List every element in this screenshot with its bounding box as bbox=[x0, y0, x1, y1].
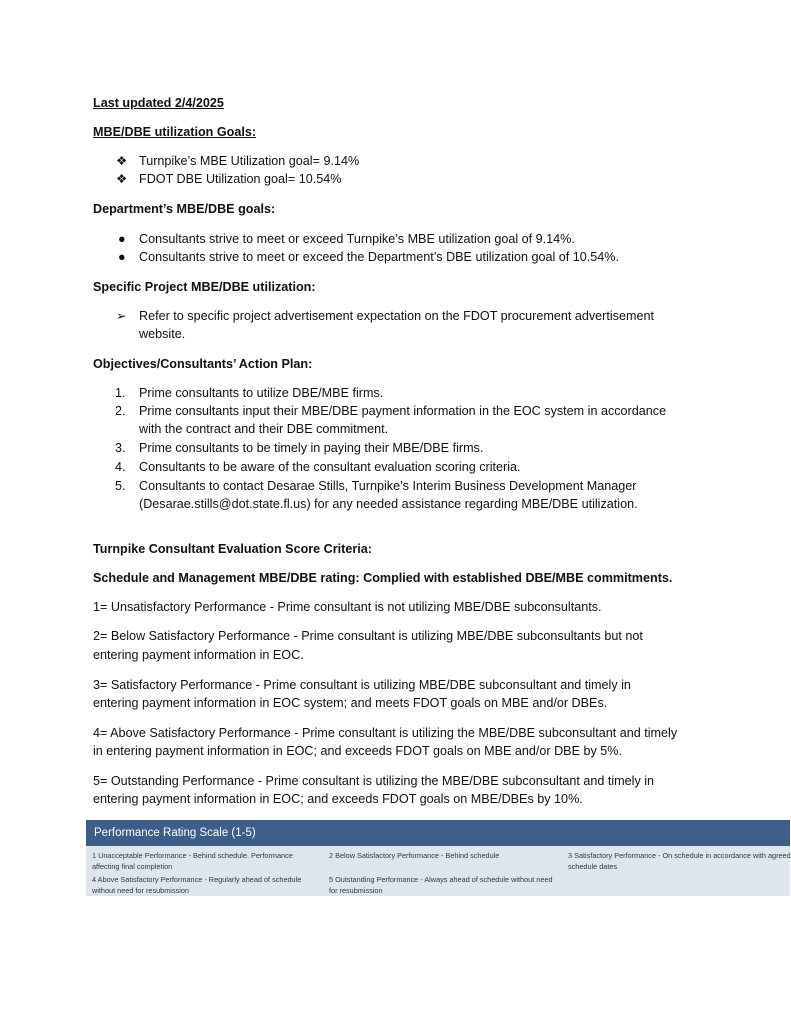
specific-project-text: Refer to specific project advertisement expectation on the FDOT procurement advertisement bbox=[139, 309, 654, 323]
rating-cell-4: without need for resubmission bbox=[92, 886, 189, 895]
last-updated: Last updated 2/4/2025 bbox=[93, 96, 224, 110]
criteria-line: 3= Satisfactory Performance - Prime consultant is utilizing MBE/DBE subconsultant and timely in bbox=[93, 678, 631, 692]
evaluation-heading: Turnpike Consultant Evaluation Score Criteria: bbox=[93, 542, 372, 556]
rating-cell-5: for resubmission bbox=[329, 886, 383, 895]
criteria-line: 2= Below Satisfactory Performance - Prime consultant is utilizing MBE/DBE subconsultants but not bbox=[93, 629, 643, 643]
criteria-line: 5= Outstanding Performance - Prime consultant is utilizing the MBE/DBE subconsultant and timely in bbox=[93, 774, 655, 788]
criteria-line: entering payment information in EOC system; and meets FDOT goals on MBE and/or DBEs. bbox=[93, 696, 608, 710]
criteria-line: entering payment information in EOC. bbox=[93, 648, 304, 662]
objective-number: 5. bbox=[115, 479, 126, 493]
rating-scale-banner bbox=[86, 820, 790, 846]
objective-text: Prime consultants to be timely in paying their MBE/DBE firms. bbox=[139, 441, 484, 455]
criteria-line: 1= Unsatisfactory Performance - Prime consultant is not utilizing MBE/DBE subconsultants. bbox=[93, 600, 602, 614]
diamond-bullet-icon: ❖ bbox=[116, 154, 128, 168]
objectives-heading: Objectives/Consultants’ Action Plan: bbox=[93, 357, 313, 371]
rating-scale-title: Performance Rating Scale (1-5) bbox=[94, 827, 256, 839]
objective-number: 4. bbox=[115, 460, 126, 474]
objective-text: with the contract and their DBE commitment. bbox=[139, 422, 389, 436]
rating-cell-4: 4 Above Satisfactory Performance - Regularly ahead of schedule bbox=[92, 875, 302, 884]
rating-scale-table bbox=[86, 846, 790, 896]
rating-cell-3: 3 Satisfactory Performance - On schedule in accordance with agreed bbox=[568, 851, 791, 860]
department-goals-heading: Department’s MBE/DBE goals: bbox=[93, 202, 276, 216]
specific-project-text: website. bbox=[139, 327, 186, 341]
rating-cell-5: 5 Outstanding Performance - Always ahead of schedule without need bbox=[329, 875, 553, 884]
objective-text: Prime consultants to utilize DBE/MBE firms. bbox=[139, 386, 384, 400]
evaluation-subheading: Schedule and Management MBE/DBE rating: Complied with established DBE/MBE commitments. bbox=[93, 571, 673, 585]
department-goal-item: Consultants strive to meet or exceed Turnpike’s MBE utilization goal of 9.14%. bbox=[139, 232, 575, 246]
objective-number: 2. bbox=[115, 404, 126, 418]
criteria-line: entering payment information in EOC; and exceeds FDOT goals on MBE/DBEs by 10%. bbox=[93, 792, 583, 806]
rating-cell-3: schedule dates bbox=[568, 862, 618, 871]
department-goal-item: Consultants strive to meet or exceed the Department’s DBE utilization goal of 10.54%. bbox=[139, 250, 619, 264]
arrow-bullet-icon: ➢ bbox=[116, 309, 127, 323]
diamond-bullet-icon: ❖ bbox=[116, 172, 128, 186]
rating-cell-2: 2 Below Satisfactory Performance - Behind schedule bbox=[329, 851, 500, 860]
objective-text: Consultants to be aware of the consultant evaluation scoring criteria. bbox=[139, 460, 521, 474]
objective-number: 3. bbox=[115, 441, 126, 455]
objective-number: 1. bbox=[115, 386, 126, 400]
objective-text: Prime consultants input their MBE/DBE payment information in the EOC system in accordance bbox=[139, 404, 667, 418]
round-bullet-icon: ● bbox=[118, 250, 126, 264]
utilization-goal-item: FDOT DBE Utilization goal= 10.54% bbox=[139, 172, 342, 186]
utilization-goal-item: Turnpike’s MBE Utilization goal= 9.14% bbox=[139, 154, 360, 168]
round-bullet-icon: ● bbox=[118, 232, 126, 246]
specific-project-heading: Specific Project MBE/DBE utilization: bbox=[93, 280, 316, 294]
rating-cell-1: 1 Unacceptable Performance - Behind schedule. Performance bbox=[92, 851, 293, 860]
criteria-line: in entering payment information in EOC; and exceeds FDOT goals on MBE and/or DBE by 5%. bbox=[93, 744, 622, 758]
objective-text: (Desarae.stills@dot.state.fl.us) for any needed assistance regarding MBE/DBE utilization. bbox=[139, 497, 638, 511]
objective-text: Consultants to contact Desarae Stills, Turnpike’s Interim Business Development Manager bbox=[139, 479, 637, 493]
rating-cell-1: affecting final completion bbox=[92, 862, 173, 871]
criteria-line: 4= Above Satisfactory Performance - Prime consultant is utilizing the MBE/DBE subconsultant and timely bbox=[93, 726, 678, 740]
utilization-goals-heading: MBE/DBE utilization Goals: bbox=[93, 125, 257, 139]
